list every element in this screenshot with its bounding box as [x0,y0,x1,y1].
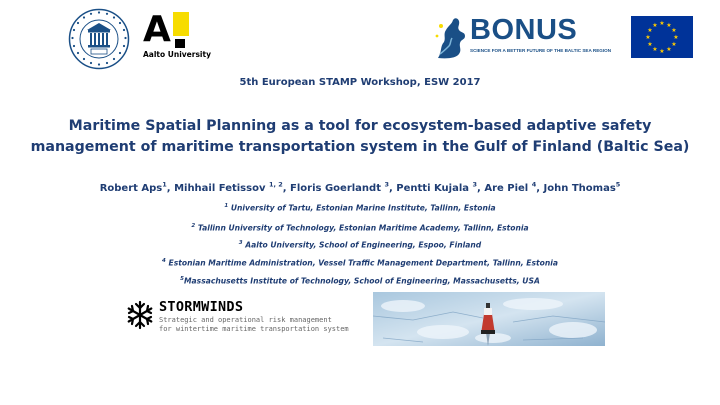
svg-text:★: ★ [647,41,653,48]
aalto-letter: A [143,9,171,50]
snowflake-icon [125,300,155,330]
author: Floris Goerlandt $^3$, [290,181,397,195]
author: Are Piel $^4$, [484,181,544,195]
svg-text:★: ★ [659,48,665,55]
author: John Thomas$^5$ [543,181,621,195]
affiliation: $^4$ Estonian Maritime Administration, Vessel Traffic Management Department, Tallinn, Estonia [162,258,558,268]
svg-text:★: ★ [671,41,677,48]
bonus-tagline: SCIENCE FOR A BETTER FUTURE OF THE BALTIC SEA REGION [470,48,612,53]
stormwinds-subtitle-2: for wintertime maritime transportation system [159,325,349,333]
svg-text:★: ★ [647,27,653,34]
bonus-logo [432,14,612,60]
workshop-name: 5th European STAMP Workshop, ESW 2017 [239,77,481,88]
aalto-exclamation-icon [173,12,189,48]
svg-text:★: ★ [666,46,672,53]
svg-text:★: ★ [673,34,679,41]
affiliation: $^1$ University of Tartu, Estonian Marine Institute, Tallinn, Estonia [224,203,496,213]
university-of-tartu-logo [68,8,130,70]
svg-text:★: ★ [652,46,658,53]
affiliation: $^2$ Tallinn University of Technology, Estonian Maritime Academy, Tallinn, Estonia [191,223,529,233]
icebreaker-photo [373,292,605,346]
bonus-wordmark: BONUS [470,14,578,46]
stormwinds-logo [125,298,365,338]
svg-text:★: ★ [671,27,677,34]
baltic-sea-map-icon [432,14,468,60]
eu-flag-icon [631,16,693,58]
author: Pentti Kujala $^3$, [396,181,485,195]
svg-text:★: ★ [645,34,651,41]
author: Robert Aps$^1$, [99,181,175,195]
aalto-name: Aalto University [143,50,211,59]
title-line-1: Maritime Spatial Planning as a tool for ecosystem-based adaptive safety [68,118,652,134]
svg-text:★: ★ [659,20,665,27]
aalto-university-logo [143,9,213,64]
affiliation: $^3$ Aalto University, School of Engineering, Espoo, Finland [238,240,482,250]
stormwinds-subtitle-1: Strategic and operational risk management [159,316,332,324]
stormwinds-wordmark: STORMWINDS [159,299,244,315]
svg-text:★: ★ [666,22,672,29]
affiliation: $^5$Massachusetts Institute of Technology, School of Engineering, Massachusetts, USA [180,276,540,286]
title-line-2: management of maritime transportation system in the Gulf of Finland (Baltic Sea) [30,139,690,155]
svg-text:★: ★ [652,22,658,29]
author-list [0,181,720,194]
page-title [0,116,720,158]
author: Mihhail Fetissov $^{1, 2}$, [174,181,291,195]
